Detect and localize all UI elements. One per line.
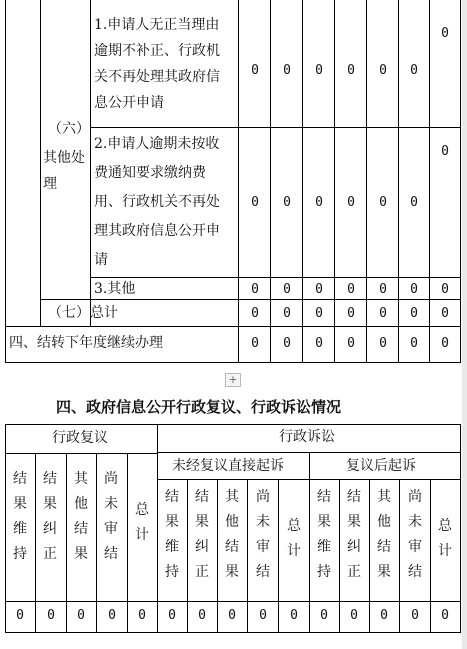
- col-label-after-correct: 结果纠正: [347, 489, 361, 580]
- cell-value: 0: [441, 306, 449, 321]
- item3-label: 3.其他: [94, 281, 136, 297]
- cell-value: 0: [315, 282, 323, 297]
- cell-value: 0: [315, 306, 323, 321]
- col-label-after-other: 其他结果: [377, 489, 391, 580]
- cell-value: 0: [228, 608, 236, 623]
- litigation-header: 行政诉讼: [279, 429, 335, 445]
- sub-item-six-name-line1: 其他处: [43, 150, 85, 166]
- cell-value: 0: [259, 608, 267, 623]
- col-label-after-total: 总计: [438, 518, 452, 559]
- total-label: （七）总计: [48, 305, 118, 321]
- plus-icon[interactable]: +: [225, 373, 241, 387]
- cell-value: 0: [315, 195, 323, 210]
- cell-value: 0: [379, 336, 387, 351]
- cell-value: 0: [283, 63, 291, 78]
- cell-value: 0: [283, 282, 291, 297]
- col-label-review-other: 其他结果: [74, 471, 88, 562]
- cell-value: 0: [47, 608, 55, 623]
- col-label-direct-maintain: 结果维持: [165, 489, 179, 580]
- section-title: 四、政府信息公开行政复议、行政诉讼情况: [56, 398, 342, 416]
- direct-suit-header: 未经复议直接起诉: [172, 458, 284, 474]
- cell-value: 0: [251, 282, 259, 297]
- cell-value: 0: [108, 608, 116, 623]
- cell-value: 0: [77, 608, 85, 623]
- cell-value: 0: [138, 608, 146, 623]
- cell-value: 0: [410, 336, 418, 351]
- col-label-after-pending: 尚未审结: [408, 489, 422, 580]
- cell-value: 0: [347, 63, 355, 78]
- col-label-review-maintain: 结果维持: [13, 471, 27, 562]
- cell-value: 0: [441, 336, 449, 351]
- cell-value: 0: [410, 195, 418, 210]
- cell-value: 0: [347, 336, 355, 351]
- cell-value: 0: [379, 63, 387, 78]
- cell-value: 0: [16, 608, 24, 623]
- cell-value: 0: [441, 608, 449, 623]
- cell-value: 0: [379, 282, 387, 297]
- cell-value: 0: [347, 306, 355, 321]
- cell-value: 0: [283, 336, 291, 351]
- carry-over-label: 四、结转下年度继续办理: [9, 335, 163, 351]
- cell-value: 0: [441, 144, 449, 159]
- cell-value: 0: [410, 306, 418, 321]
- col-label-after-maintain: 结果维持: [317, 489, 331, 580]
- cell-value: 0: [198, 608, 206, 623]
- review-header: 行政复议: [52, 430, 108, 446]
- cell-value: 0: [315, 336, 323, 351]
- col-label-direct-pending: 尚未审结: [256, 489, 270, 580]
- cell-value: 0: [347, 195, 355, 210]
- col-label-review-total: 总计: [135, 502, 149, 543]
- cell-value: 0: [290, 608, 298, 623]
- col-label-direct-other: 其他结果: [225, 489, 239, 580]
- cell-value: 0: [251, 336, 259, 351]
- col-label-direct-correct: 结果纠正: [195, 489, 209, 580]
- cell-value: 0: [441, 282, 449, 297]
- cell-value: 0: [410, 282, 418, 297]
- cell-value: 0: [379, 306, 387, 321]
- cell-value: 0: [251, 63, 259, 78]
- cell-value: 0: [441, 26, 449, 41]
- cell-value: 0: [350, 608, 358, 623]
- col-label-direct-total: 总计: [287, 518, 301, 559]
- col-label-review-correct: 结果纠正: [43, 471, 57, 562]
- cell-value: 0: [283, 306, 291, 321]
- sub-item-six-label: （六）: [48, 121, 90, 137]
- cell-value: 0: [411, 608, 419, 623]
- cell-value: 0: [251, 306, 259, 321]
- cell-value: 0: [283, 195, 291, 210]
- cell-value: 0: [251, 195, 259, 210]
- cell-value: 0: [410, 63, 418, 78]
- cell-value: 0: [315, 63, 323, 78]
- cell-value: 0: [379, 195, 387, 210]
- cell-value: 0: [380, 608, 388, 623]
- col-label-review-pending: 尚未审结: [104, 471, 118, 562]
- sub-item-six-name-line2: 理: [43, 176, 57, 192]
- cell-value: 0: [168, 608, 176, 623]
- page-scroll-edge: [462, 0, 467, 649]
- cell-value: 0: [347, 282, 355, 297]
- after-review-header: 复议后起诉: [346, 458, 416, 474]
- cell-value: 0: [320, 608, 328, 623]
